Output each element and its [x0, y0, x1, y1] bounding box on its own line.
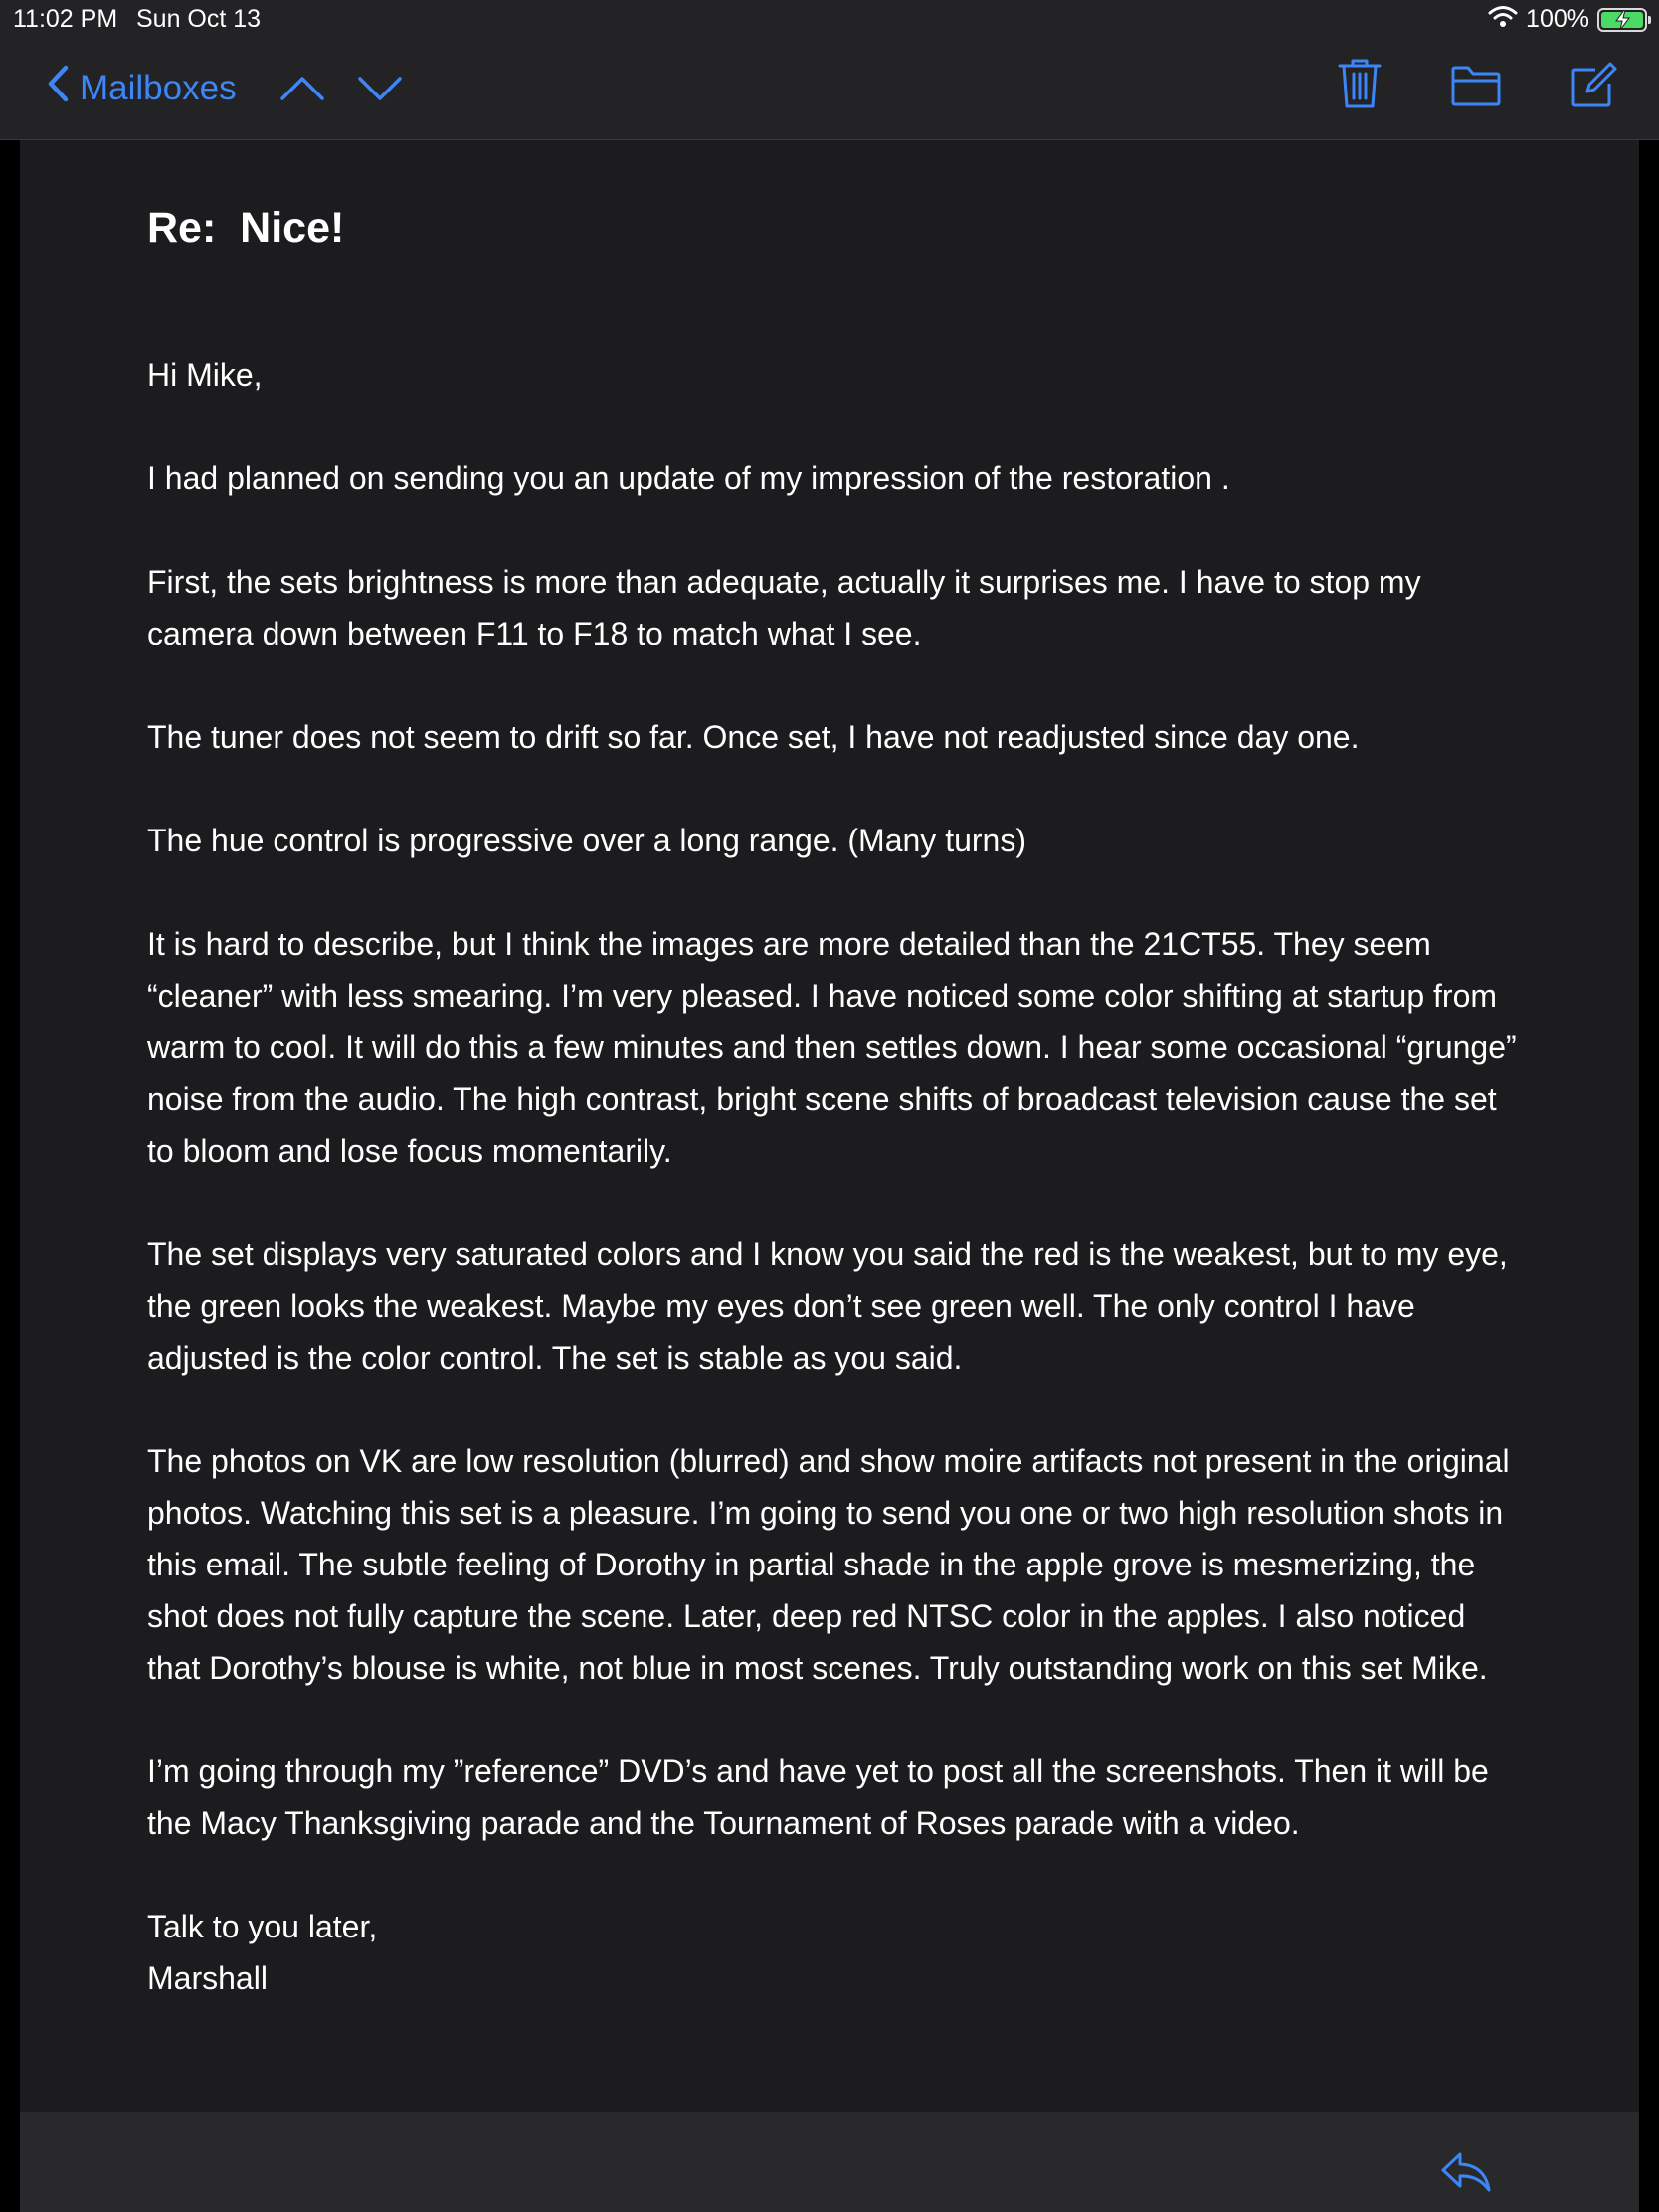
email-paragraph: The hue control is progressive over a long range. (Many turns)	[147, 823, 1026, 858]
trash-icon	[1338, 96, 1382, 113]
message-view	[20, 140, 1639, 2112]
folder-icon	[1450, 93, 1502, 110]
bottom-toolbar	[20, 2112, 1639, 2212]
move-to-folder-button[interactable]	[1450, 65, 1502, 111]
chevron-left-icon	[46, 64, 70, 112]
status-right	[1488, 4, 1647, 35]
email-subject: Re: Nice!	[147, 204, 345, 252]
email-closing: Talk to you later,	[147, 1909, 378, 1944]
charging-bolt-icon	[1614, 10, 1632, 30]
next-message-button[interactable]	[357, 74, 403, 108]
reply-icon	[1440, 2180, 1492, 2197]
chevron-up-icon	[279, 91, 325, 107]
email-greeting: Hi Mike,	[147, 357, 263, 393]
email-paragraph: I had planned on sending you an update of my impression of the restoration .	[147, 461, 1230, 496]
email-paragraph: First, the sets brightness is more than adequate, actually it surprises me. I have to stop my camera down between F11 to F18 to match what I see.	[147, 564, 1421, 651]
compose-button[interactable]	[1569, 62, 1617, 114]
mailboxes-label: Mailboxes	[80, 68, 237, 107]
email-signature: Marshall	[147, 1960, 268, 1996]
reply-button[interactable]	[1440, 2151, 1492, 2198]
mailboxes-back-button[interactable]	[46, 64, 237, 112]
trash-button[interactable]	[1338, 58, 1382, 114]
email-paragraph: The photos on VK are low resolution (blurred) and show moire artifacts not present in the original photos. Watching this set is a pleasure. I’m going to send you one or two high resolution shots in this email. The subtle feeling of Dorothy in partial shade in the apple grove is mesmerizing, the shot does not fully capture the scene. Later, deep red NTSC color in the apples. I also noticed that Dorothy’s blouse is white, not blue in most scenes. Truly outstanding work on this set Mike.	[147, 1443, 1510, 1686]
email-paragraph: It is hard to describe, but I think the images are more detailed than the 21CT55. They seem “cleaner” with less smearing. I’m very pleased. I have noticed some color shifting at startup from warm to cool. It will do this a few minutes and then settles down. I hear some occasional “grunge” noise from the audio. The high contrast, bright scene shifts of broadcast television cause the set to bloom and lose focus momentarily.	[147, 926, 1517, 1169]
chevron-down-icon	[357, 91, 403, 107]
status-time: 11:02 PM	[13, 5, 118, 33]
previous-message-button[interactable]	[279, 74, 325, 108]
nav-bar	[0, 40, 1659, 140]
status-date: Sun Oct 13	[136, 5, 262, 33]
email-body	[147, 349, 1520, 2004]
status-bar	[0, 0, 1659, 40]
email-paragraph: The tuner does not seem to drift so far. Once set, I have not readjusted since day one.	[147, 719, 1360, 755]
email-paragraph: I’m going through my ”reference” DVD’s and have yet to post all the screenshots. Then it will be the Macy Thanksgiving parade and the Tournament of Roses parade with a video.	[147, 1753, 1489, 1841]
battery-icon	[1597, 8, 1647, 32]
battery-percent: 100%	[1526, 5, 1589, 33]
email-paragraph: The set displays very saturated colors and I know you said the red is the weakest, but to my eye, the green looks the weakest. Maybe my eyes don’t see green well. The only control I have adjusted is the color control. The set is stable as you said.	[147, 1236, 1508, 1376]
wifi-icon	[1488, 4, 1518, 35]
compose-icon	[1569, 96, 1617, 113]
